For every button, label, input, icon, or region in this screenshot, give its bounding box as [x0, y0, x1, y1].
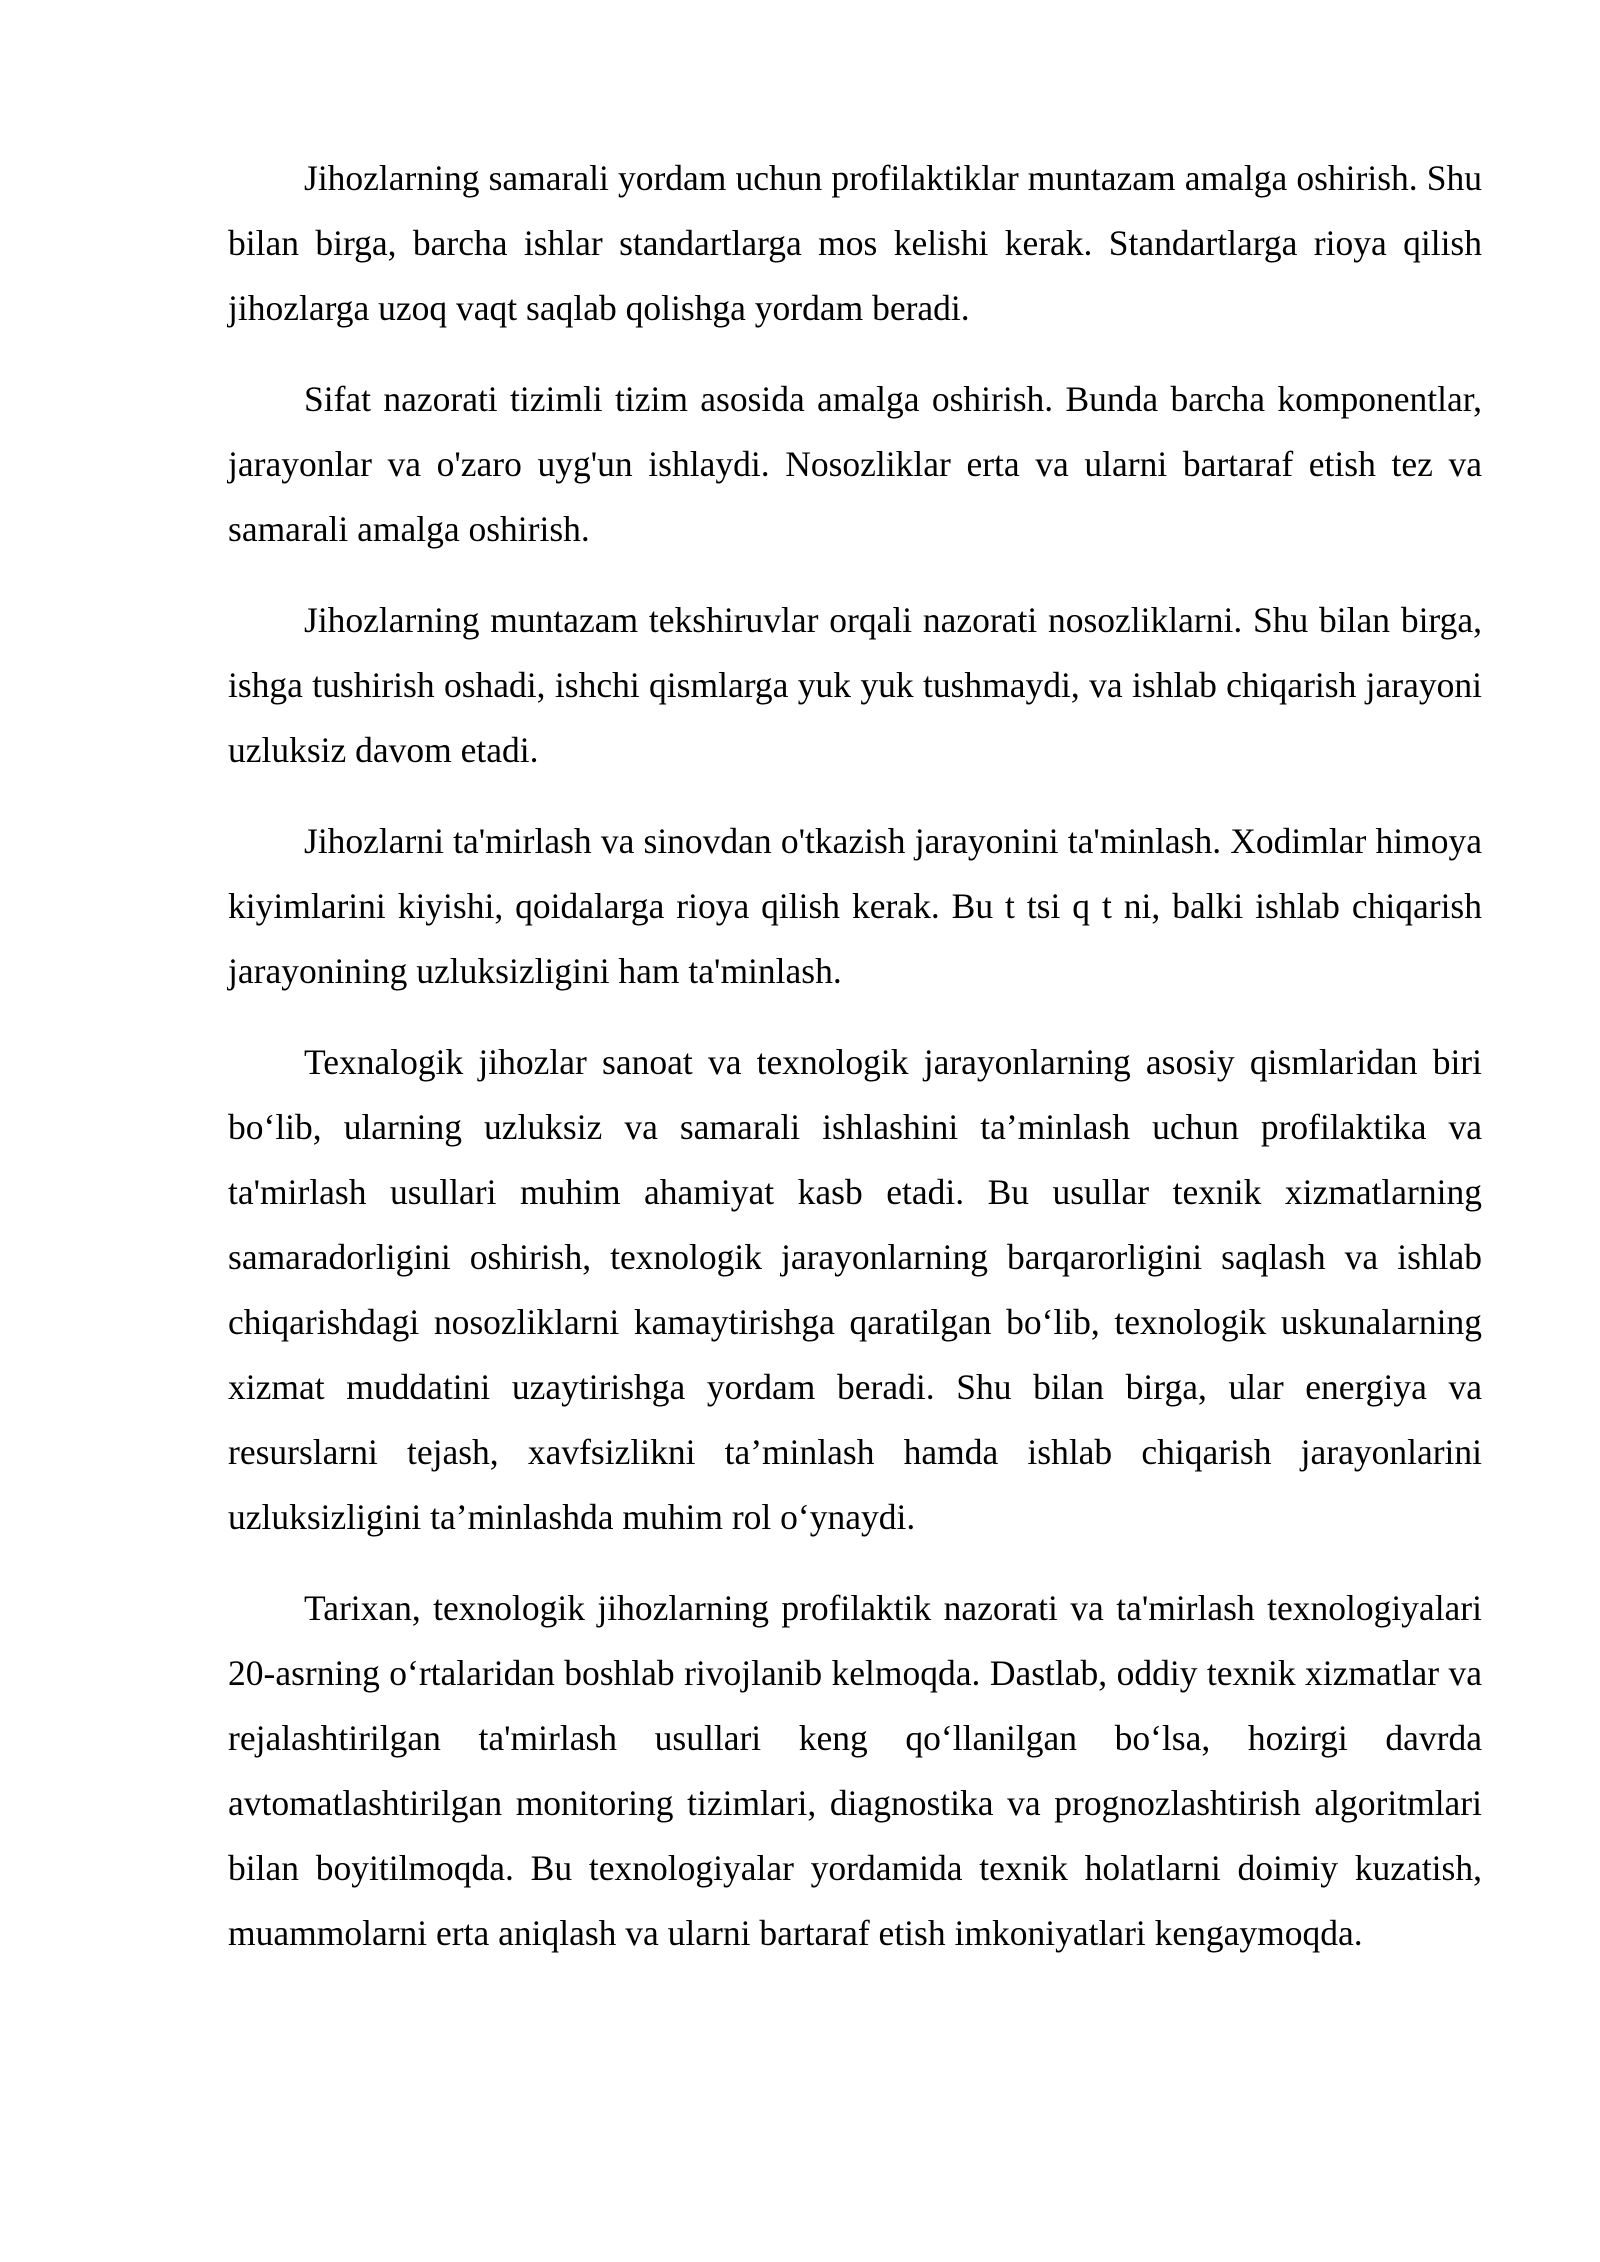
- paragraph-6: Tarixan, texnologik jihozlarning profilaktik nazorati va ta'mirlash texnologiyalari 20-asrning o‘rtalaridan boshlab rivojlanib kelmoqda. Dastlab, oddiy texnik xizmatlar va rejalashtirilgan ta'mirlash usullari keng qo‘llanilgan bo‘lsa, hozirgi davrda avtomatlashtirilgan monitoring tizimlari, diagnostika va prognozlashtirish algoritmlari bilan boyitilmoqda. Bu texnologiyalar yordamida texnik holatlarni doimiy kuzatish, muammolarni erta aniqlash va ularni bartaraf etish imkoniyatlari kengaymoqda.: [228, 1588, 1482, 1953]
- document-body: [228, 146, 1482, 1992]
- paragraph-1: Jihozlarning samarali yordam uchun profilaktiklar muntazam amalga oshirish. Shu bilan birga, barcha ishlar standartlarga mos kelishi kerak. Standartlarga rioya qilish jihozlarga uzoq vaqt saqlab qolishga yordam beradi.: [228, 158, 1482, 328]
- paragraph-4: Jihozlarni ta'mirlash va sinovdan o'tkazish jarayonini ta'minlash. Xodimlar himoya kiyimlarini kiyishi, qoidalarga rioya qilish kerak. Bu t tsi q t ni, balki ishlab chiqarish jarayonining uzluksizligini ham ta'minlash.: [228, 821, 1482, 991]
- paragraph-2: Sifat nazorati tizimli tizim asosida amalga oshirish. Bunda barcha komponentlar, jarayonlar va o'zaro uyg'un ishlaydi. Nosozliklar erta va ularni bartaraf etish tez va samarali amalga oshirish.: [228, 379, 1482, 549]
- paragraph-5: Texnalogik jihozlar sanoat va texnologik jarayonlarning asosiy qismlaridan biri bo‘lib, ularning uzluksiz va samarali ishlashini ta’minlash uchun profilaktika va ta'mirlash usullari muhim ahamiyat kasb etadi. Bu usullar texnik xizmatlarning samaradorligini oshirish, texnologik jarayonlarning barqarorligini saqlash va ishlab chiqarishdagi nosozliklarni kamaytirishga qaratilgan bo‘lib, texnologik uskunalarning xizmat muddatini uzaytirishga yordam beradi. Shu bilan birga, ular energiya va resurslarni tejash, xavfsizlikni ta’minlash hamda ishlab chiqarish jarayonlarini uzluksizligini ta’minlashda muhim rol o‘ynaydi.: [228, 1042, 1482, 1537]
- paragraph-3: Jihozlarning muntazam tekshiruvlar orqali nazorati nosozliklarni. Shu bilan birga, ishga tushirish oshadi, ishchi qismlarga yuk yuk tushmaydi, va ishlab chiqarish jarayoni uzluksiz davom etadi.: [228, 600, 1482, 770]
